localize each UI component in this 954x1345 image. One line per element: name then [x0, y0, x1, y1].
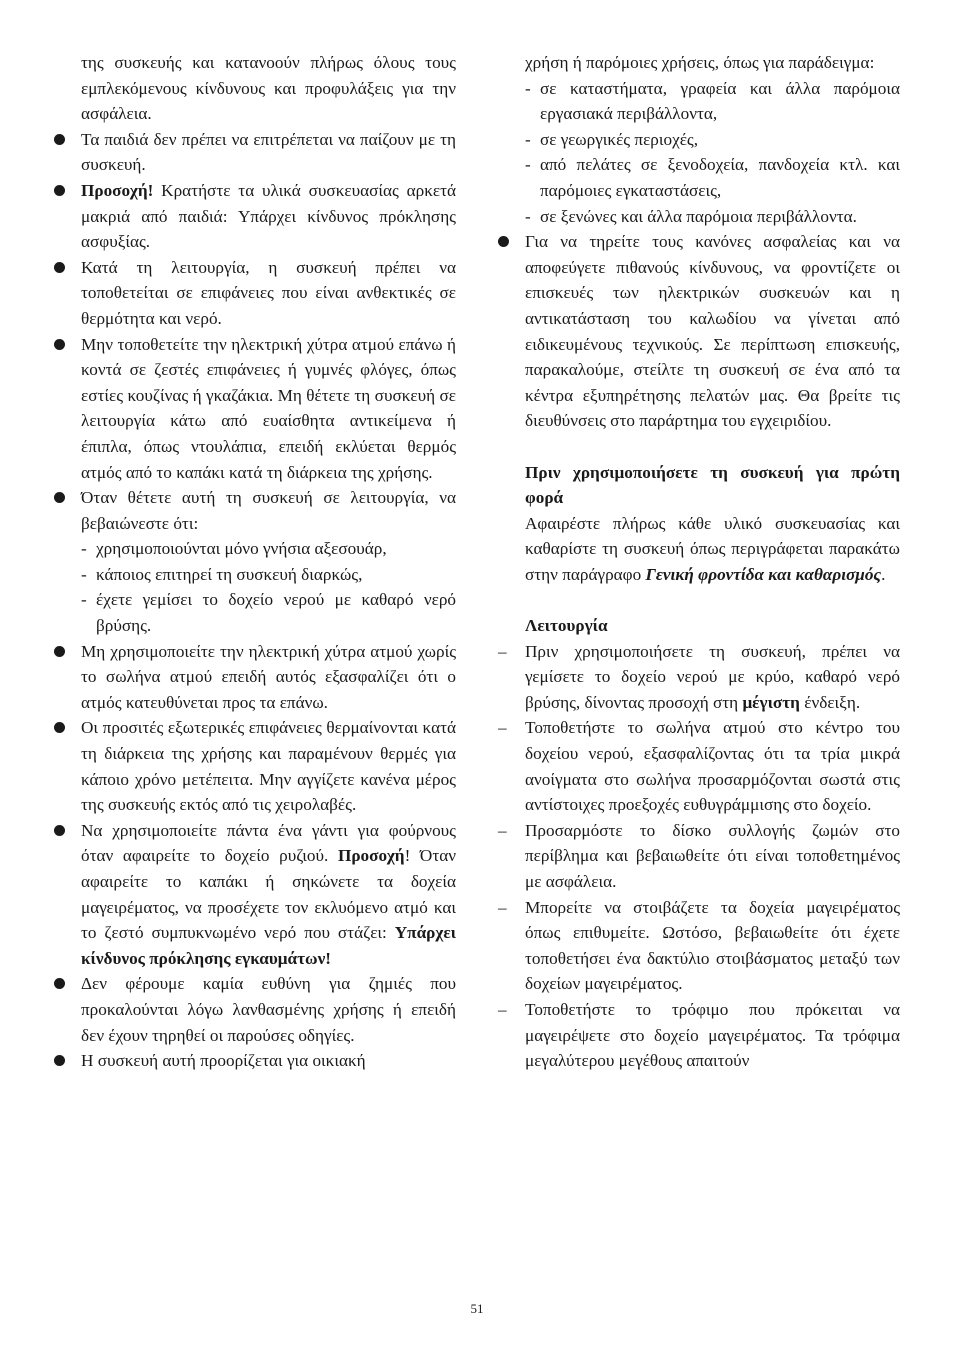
bullet-dot-icon [54, 492, 65, 503]
bullet-item: Οι προσιτές εξωτερικές επιφάνειες θερμαίνονται κατά τη διάρκεια της χρήσης και παραμένουν θερμές για κάποιο χρόνο μετέπειτα. Μην αγγίζετε κανένα μέρος της συσκευής εκτός από τις χειρολαβές. [81, 715, 456, 817]
bullet-dot-icon [54, 185, 65, 196]
cross-reference: Γενική φροντίδα και καθαρισμός [645, 564, 882, 584]
right-column [498, 50, 900, 1074]
left-column [81, 50, 456, 1074]
dash-mark: - [81, 590, 87, 610]
dash-mark: – [498, 641, 507, 661]
bullet-dot-icon [54, 825, 65, 836]
step-item: – Μπορείτε να στοιβάζετε τα δοχεία μαγειρέματος όπως επιθυμείτε. Ωστόσο, βεβαιωθείτε ότι έχετε τοποθετήσει ένα δακτύλιο στοιβάσματος μεταξύ των δοχείων μαγειρέματος. [525, 895, 900, 997]
warning-label: Προσοχή! [81, 180, 154, 200]
dash-mark: – [498, 999, 507, 1019]
warning-label: Προσοχή [337, 846, 405, 866]
bullet-dot-icon [54, 134, 65, 145]
bullet-dot-icon [54, 1055, 65, 1066]
step-item: – Τοποθετήστε το σωλήνα ατμού στο κέντρο του δοχείου νερού, εξασφαλίζοντας ότι τα τρία μικρά ανοίγματα στο σωλήνα προσαρμόζονται σωστά στις αντίστοιχες προεξοχές ευθυγράμμισης στο δοχείο. [525, 715, 900, 817]
spacer [525, 434, 900, 460]
bullet-dot-icon [498, 236, 509, 247]
dash-item: - κάποιος επιτηρεί τη συσκευή διαρκώς, [81, 562, 456, 588]
dash-mark: – [498, 820, 507, 840]
dash-mark: - [81, 564, 87, 584]
section-heading: Λειτουργία [525, 616, 608, 636]
bullet-dot-icon [54, 646, 65, 657]
dash-item: - σε καταστήματα, γραφεία και άλλα παρόμοια εργασιακά περιβάλλοντα, [525, 76, 900, 127]
bullet-item: Μην τοποθετείτε την ηλεκτρική χύτρα ατμού επάνω ή κοντά σε ζεστές επιφάνειες ή γυμνές φλόγες, όπως εστίες κουζίνας ή γκαζάκια. Μη θέτετε τη συσκευή σε λειτουργία κάτω από ευαίσθητα αντικείμενα ή έπιπλα, όπως ντουλάπια, επειδή εκλύεται θερμός ατμός από το καπάκι κατά τη διάρκεια της χρήσης. [81, 332, 456, 486]
bullet-item: Να χρησιμοποιείτε πάντα ένα γάντι για φούρνους όταν αφαιρείτε το δοχείο ρυζιού. Προσοχή! Όταν αφαιρείτε το καπάκι ή σηκώνετε τα δοχεία μαγειρέματος, να προσέχετε τον εκλυόμενο ατμό και το ζεστό συμπυκνωμένο νερό που στάζει: Υπάρχει κίνδυνος πρόκλησης εγκαυμάτων! [81, 818, 456, 972]
dash-mark: - [525, 155, 531, 175]
step-item: – Τοποθετήστε το τρόφιμο που πρόκειται να μαγειρέψετε στο δοχείο μαγειρέματος. Τα τρόφιμα μεγαλύτερου μεγέθους απαιτούν [525, 997, 900, 1074]
dash-item: - χρησιμοποιούνται μόνο γνήσια αξεσουάρ, [81, 536, 456, 562]
bullet-dot-icon [54, 722, 65, 733]
bullet-dot-icon [54, 339, 65, 350]
bullet-item: Μη χρησιμοποιείτε την ηλεκτρική χύτρα ατμού χωρίς το σωλήνα ατμού επειδή αυτός εξασφαλίζει ότι ο ατμός κατευθύνεται προς τα επάνω. [81, 639, 456, 716]
paragraph: χρήση ή παρόμοιες χρήσεις, όπως για παράδειγμα: [525, 53, 875, 72]
dash-mark: – [498, 897, 507, 917]
bullet-item: Η συσκευή αυτή προορίζεται για οικιακή [81, 1048, 456, 1074]
dash-item: - σε γεωργικές περιοχές, [525, 127, 900, 153]
dash-item: - έχετε γεμίσει το δοχείο νερού με καθαρό νερό βρύσης. [81, 587, 456, 638]
bullet-item: Κατά τη λειτουργία, η συσκευή πρέπει να τοποθετείται σε επιφάνειες που είναι ανθεκτικές σε θερμότητα και νερό. [81, 255, 456, 332]
dash-mark: - [525, 129, 531, 149]
dash-mark: - [525, 206, 531, 226]
bullet-dot-icon [54, 978, 65, 989]
dash-mark: - [81, 539, 87, 559]
bullet-item: Για να τηρείτε τους κανόνες ασφαλείας και να αποφεύγετε πιθανούς κίνδυνους, να φροντίζετε οι επισκευές των ηλεκτρικών συσκευών και η αντικατάσταση του καλωδίου να γίνεται από ειδικευμένους τεχνικούς. Σε περίπτωση επισκευής, παρακαλούμε, στείλτε τη συσκευή σε ένα από τα κέντρα εξυπηρέτησης πελατών μας. Θα βρείτε τις διευθύνσεις στο παράρτημα του εγχειριδίου. [525, 229, 900, 434]
bullet-item: Τα παιδιά δεν πρέπει να επιτρέπεται να παίζουν με τη συσκευή. [81, 127, 456, 178]
paragraph: της συσκευής και κατανοούν πλήρως όλους τους εμπλεκόμενους κίνδυνους και προφυλάξεις για την ασφάλεια. [81, 53, 456, 124]
bullet-item: Όταν θέτετε αυτή τη συσκευή σε λειτουργία, να βεβαιώνεστε ότι: [81, 485, 456, 536]
dash-mark: – [498, 718, 507, 738]
dash-mark: - [525, 78, 531, 98]
section-heading: Πριν χρησιμοποιήσετε τη συσκευή για πρώτη φορά [525, 462, 900, 508]
warning-text: Υπάρχει κίνδυνος πρόκλησης εγκαυμάτων! [81, 923, 456, 968]
paragraph: Αφαιρέστε πλήρως κάθε υλικό συσκευασίας και καθαρίστε τη συσκευή όπως περιγράφεται παρακάτω στην παράγραφο Γενική φροντίδα και καθαρισμός. [525, 513, 900, 584]
bullet-item: Δεν φέρουμε καμία ευθύνη για ζημιές που προκαλούνται λόγω λανθασμένης χρήσης ή επειδή δεν έχουν τηρηθεί οι παρούσες οδηγίες. [81, 971, 456, 1048]
dash-item: - από πελάτες σε ξενοδοχεία, πανδοχεία κτλ. και παρόμοιες εγκαταστάσεις, [525, 152, 900, 203]
step-item: – Προσαρμόστε το δίσκο συλλογής ζωμών στο περίβλημα και βεβαιωθείτε ότι είναι τοποθετημένος με ασφάλεια. [525, 818, 900, 895]
bullet-item: Προσοχή! Κρατήστε τα υλικά συσκευασίας αρκετά μακριά από παιδιά: Υπάρχει κίνδυνος πρόκλησης ασφυξίας. [81, 178, 456, 255]
spacer [525, 587, 900, 613]
dash-item: - σε ξενώνες και άλλα παρόμοια περιβάλλοντα. [525, 204, 900, 230]
bullet-dot-icon [54, 262, 65, 273]
step-item: – Πριν χρησιμοποιήσετε τη συσκευή, πρέπει να γεμίσετε το δοχείο νερού με κρύο, καθαρό νερό βρύσης, δίνοντας προσοχή στη μέγιστη ένδειξη. [525, 639, 900, 716]
page-number: 51 [470, 1301, 484, 1316]
